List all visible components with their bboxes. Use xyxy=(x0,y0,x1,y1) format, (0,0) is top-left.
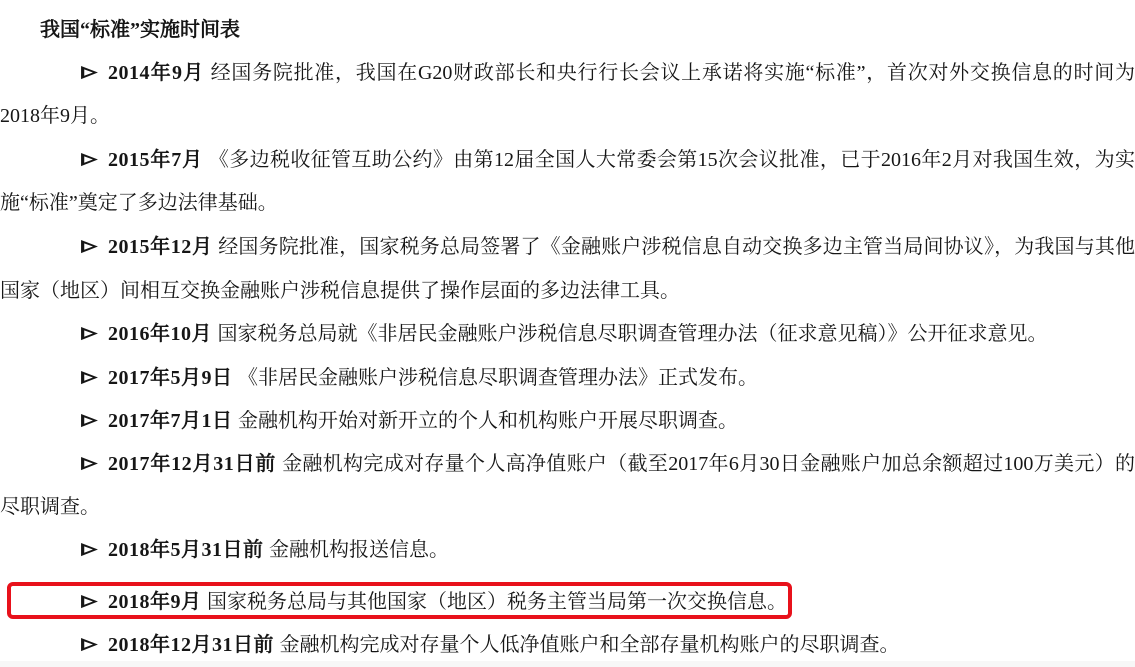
arrow-bullet-icon xyxy=(40,239,99,254)
timeline-item xyxy=(0,52,1135,138)
item-text-segment: 金融机构开始对新开立的个人和机构账户开展尽职调查。 xyxy=(238,410,738,432)
item-text-segment: 国家税务总局与其他国家（地区）税务主管当局第一次交换信息。 xyxy=(207,591,787,613)
timeline-item xyxy=(0,400,1135,443)
timeline-list xyxy=(0,52,1135,667)
timeline-item xyxy=(0,529,1135,572)
page-bottom-edge xyxy=(0,661,1135,667)
item-text-segment: 国家税务总局就《非居民金融账户涉税信息尽职调查管理办法（征求意见稿）》公开征求意见。 xyxy=(217,323,1048,345)
item-text-segment: 由第12届全国人大常委会第15次会议批准，已于2016年2月对我国生效，为实施“标准”奠定了多边法律基础。 xyxy=(0,149,1135,214)
item-date: 2018年12月31日前 xyxy=(108,634,280,656)
item-date: 2018年5月31日前 xyxy=(108,539,269,561)
item-date: 2017年12月31日前 xyxy=(108,453,283,475)
arrow-bullet-icon xyxy=(40,542,99,557)
item-text-segment: 金融机构报送信息。 xyxy=(269,539,449,561)
timeline-item xyxy=(0,581,1135,624)
arrow-bullet-icon xyxy=(40,152,99,167)
item-date: 2016年10月 xyxy=(108,323,218,345)
item-text-segment: 经国务院批准，我国在G20财政部长和央行行长会议上承诺将实施“标准”，首次对外交换信息的时间为2018年9月。 xyxy=(0,62,1135,127)
item-date: 2015年7月 xyxy=(108,149,209,171)
timeline-item xyxy=(0,313,1135,356)
item-text-segment: 《金融账户涉税信息自动交换多边主管当局间协议》，为我国与其他国家（地区）间相互交换金融账户涉税信息提供了操作层面的多边法律工具。 xyxy=(0,234,1135,302)
item-date: 2017年5月9日 xyxy=(108,367,238,389)
page-title: 我国“标准”实施时间表 xyxy=(40,19,240,41)
item-text-segment: 金融机构完成对存量个人低净值账户和全部存量机构账户的尽职调查。 xyxy=(279,634,900,656)
timeline-item xyxy=(0,138,1135,225)
arrow-bullet-icon xyxy=(40,326,99,341)
item-date: 2018年9月 xyxy=(108,591,207,613)
item-date: 2017年7月1日 xyxy=(108,410,238,432)
arrow-bullet-icon xyxy=(40,594,99,609)
arrow-bullet-icon xyxy=(40,65,99,80)
item-text-segment: 正式发布。 xyxy=(658,367,758,389)
item-date: 2014年9月 xyxy=(108,62,211,84)
arrow-bullet-icon xyxy=(40,370,99,385)
arrow-bullet-icon xyxy=(40,456,99,471)
timeline-item xyxy=(0,356,1135,400)
item-text-segment: 《非居民金融账户涉税信息尽职调查管理办法》 xyxy=(238,365,658,389)
item-text-segment: 经国务院批准，国家税务总局签署了 xyxy=(218,236,541,258)
item-date: 2015年12月 xyxy=(108,236,219,258)
timeline-item xyxy=(0,225,1135,313)
arrow-bullet-icon xyxy=(40,637,99,652)
item-text-segment: 金融机构完成对存量个人高净值账户（截至2017年6月30日金融账户加总余额超过100万美元）的尽职调查。 xyxy=(0,453,1135,518)
item-text-segment: 《多边税收征管互助公约》 xyxy=(208,147,454,171)
timeline-item xyxy=(0,443,1135,529)
arrow-bullet-icon xyxy=(40,413,99,428)
